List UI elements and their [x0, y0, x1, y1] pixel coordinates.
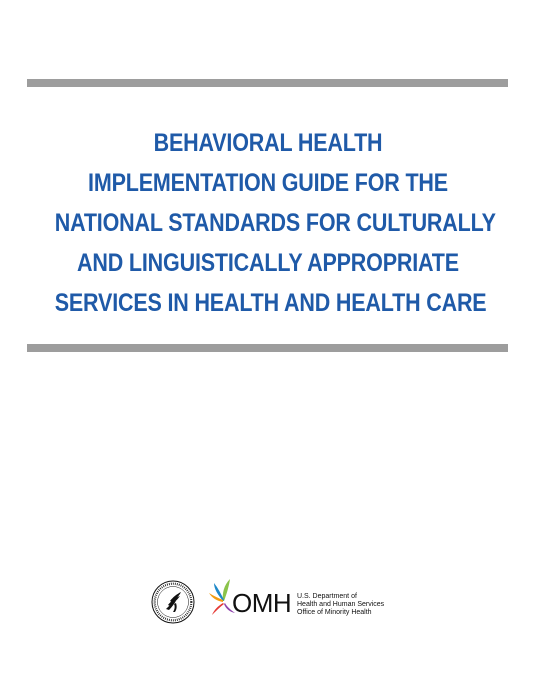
top-divider-rule [27, 79, 508, 87]
title-line-4: AND LINGUISTICALLY APPROPRIATE [77, 249, 459, 277]
title-line-1: BEHAVIORAL HEALTH [153, 129, 383, 157]
omh-sub-line-2: Health and Human Services [297, 601, 385, 608]
title-line-2: IMPLEMENTATION GUIDE FOR THE [88, 169, 448, 197]
omh-sub-line-1: U.S. Department of [297, 593, 357, 600]
title-line-5: SERVICES IN HEALTH AND HEALTH CARE [54, 289, 487, 317]
title-line-3: NATIONAL STANDARDS FOR CULTURALLY [54, 209, 496, 237]
omh-agency-text [297, 593, 384, 617]
omh-wordmark: OMH [232, 588, 292, 618]
bottom-divider-rule [27, 344, 508, 352]
hhs-seal-icon [150, 579, 196, 625]
document-title [20, 123, 516, 323]
omh-sub-line-3: Office of Minority Health [297, 609, 372, 616]
footer-logos [150, 575, 410, 625]
